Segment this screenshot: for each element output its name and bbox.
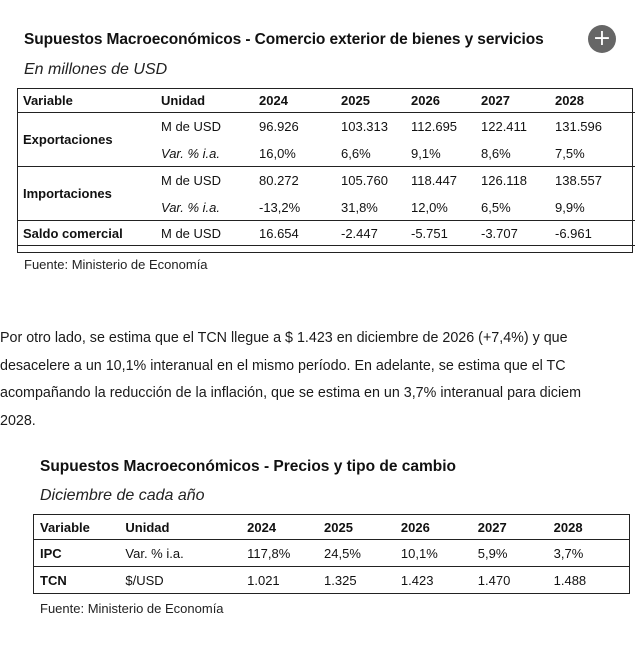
row-unit: M de USD: [155, 221, 253, 246]
cell: 24,5%: [318, 540, 395, 567]
table-row: [17, 221, 635, 246]
header-2026: 2026: [405, 88, 475, 113]
cell: 1.488: [548, 567, 630, 594]
cell: 10,1%: [395, 540, 472, 567]
header-2024: 2024: [241, 515, 318, 540]
cell: 118.447: [411, 173, 458, 188]
paragraph-line: Por otro lado, se estima que el TCN llegue a $ 1.423 en diciembre de 2026 (+7,4%) y que: [0, 330, 568, 346]
cell: -6.961: [549, 221, 635, 246]
cell: 8,6%: [475, 140, 549, 167]
row-unit: M de USD: [161, 119, 221, 134]
cell: 112.695: [411, 119, 458, 134]
header-2026: 2026: [395, 515, 472, 540]
prices-table: [33, 514, 630, 594]
cell: 7,5%: [549, 140, 635, 167]
row-variable: Importaciones: [17, 167, 155, 221]
header-unidad: Unidad: [155, 88, 253, 113]
cell: 1.325: [318, 567, 395, 594]
table-header-row: [34, 515, 630, 540]
cell: 9,1%: [405, 140, 475, 167]
cell: 1.470: [472, 567, 548, 594]
section1-title: Supuestos Macroeconómicos - Comercio exterior de bienes y servicios: [24, 31, 544, 48]
header-unidad: Unidad: [119, 515, 241, 540]
header-variable: Variable: [17, 88, 155, 113]
header-2027: 2027: [472, 515, 548, 540]
row-variable: Exportaciones: [17, 113, 155, 167]
cell: -5.751: [405, 221, 475, 246]
cell: 126.118: [481, 173, 528, 188]
section2-source: Fuente: Ministerio de Economía: [40, 601, 224, 616]
row-unit: M de USD: [161, 173, 221, 188]
cell: 138.557: [555, 173, 602, 188]
header-2024: 2024: [253, 88, 335, 113]
cell: -13,2%: [253, 194, 335, 221]
row-variable: Saldo comercial: [17, 221, 155, 246]
cell: 103.313: [341, 119, 388, 134]
cell: 122.411: [481, 119, 528, 134]
cell: 1.021: [241, 567, 318, 594]
table-row: [34, 567, 630, 594]
cell: 131.596: [555, 119, 602, 134]
row-unit: Var. % i.a.: [155, 194, 253, 221]
header-variable: Variable: [34, 515, 120, 540]
cell: 6,6%: [335, 140, 405, 167]
cell: 1.423: [395, 567, 472, 594]
plus-icon[interactable]: +: [588, 25, 616, 53]
trade-table: [17, 88, 635, 246]
cell: 117,8%: [241, 540, 318, 567]
header-2028: 2028: [549, 88, 635, 113]
cell: 16,0%: [253, 140, 335, 167]
header-2028: 2028: [548, 515, 630, 540]
cell: -3.707: [475, 221, 549, 246]
cell: 5,9%: [472, 540, 548, 567]
cell: 12,0%: [405, 194, 475, 221]
cell: 96.926: [259, 119, 299, 134]
header-2025: 2025: [318, 515, 395, 540]
paragraph: [0, 325, 637, 435]
section1-subtitle: En millones de USD: [24, 61, 168, 78]
table-row: [17, 113, 635, 141]
table-row: [17, 167, 635, 195]
cell: 105.760: [341, 173, 388, 188]
section2-title: Supuestos Macroeconómicos - Precios y tipo de cambio: [40, 458, 457, 475]
row-unit: $/USD: [119, 567, 241, 594]
row-variable: TCN: [34, 567, 120, 594]
section1-source: Fuente: Ministerio de Economía: [24, 257, 208, 272]
cell: 31,8%: [335, 194, 405, 221]
cell: -2.447: [335, 221, 405, 246]
table-row: [34, 540, 630, 567]
header-2027: 2027: [475, 88, 549, 113]
table-header-row: [17, 88, 635, 113]
row-unit: Var. % i.a.: [155, 140, 253, 167]
cell: 80.272: [259, 173, 299, 188]
header-2025: 2025: [335, 88, 405, 113]
paragraph-line: 2028.: [0, 412, 36, 429]
cell: 3,7%: [548, 540, 630, 567]
cell: 16.654: [253, 221, 335, 246]
cell: 9,9%: [549, 194, 635, 221]
paragraph-line: acompañando la reducción de la inflación, que se estima en un 3,7% interanual para diciem: [0, 385, 581, 401]
row-variable: IPC: [34, 540, 120, 567]
row-unit: Var. % i.a.: [119, 540, 241, 567]
paragraph-line: desacelere a un 10,1% interanual en el mismo período. En adelante, se estima que el TC: [0, 357, 566, 374]
cell: 6,5%: [475, 194, 549, 221]
section2-subtitle: Diciembre de cada año: [40, 487, 205, 504]
